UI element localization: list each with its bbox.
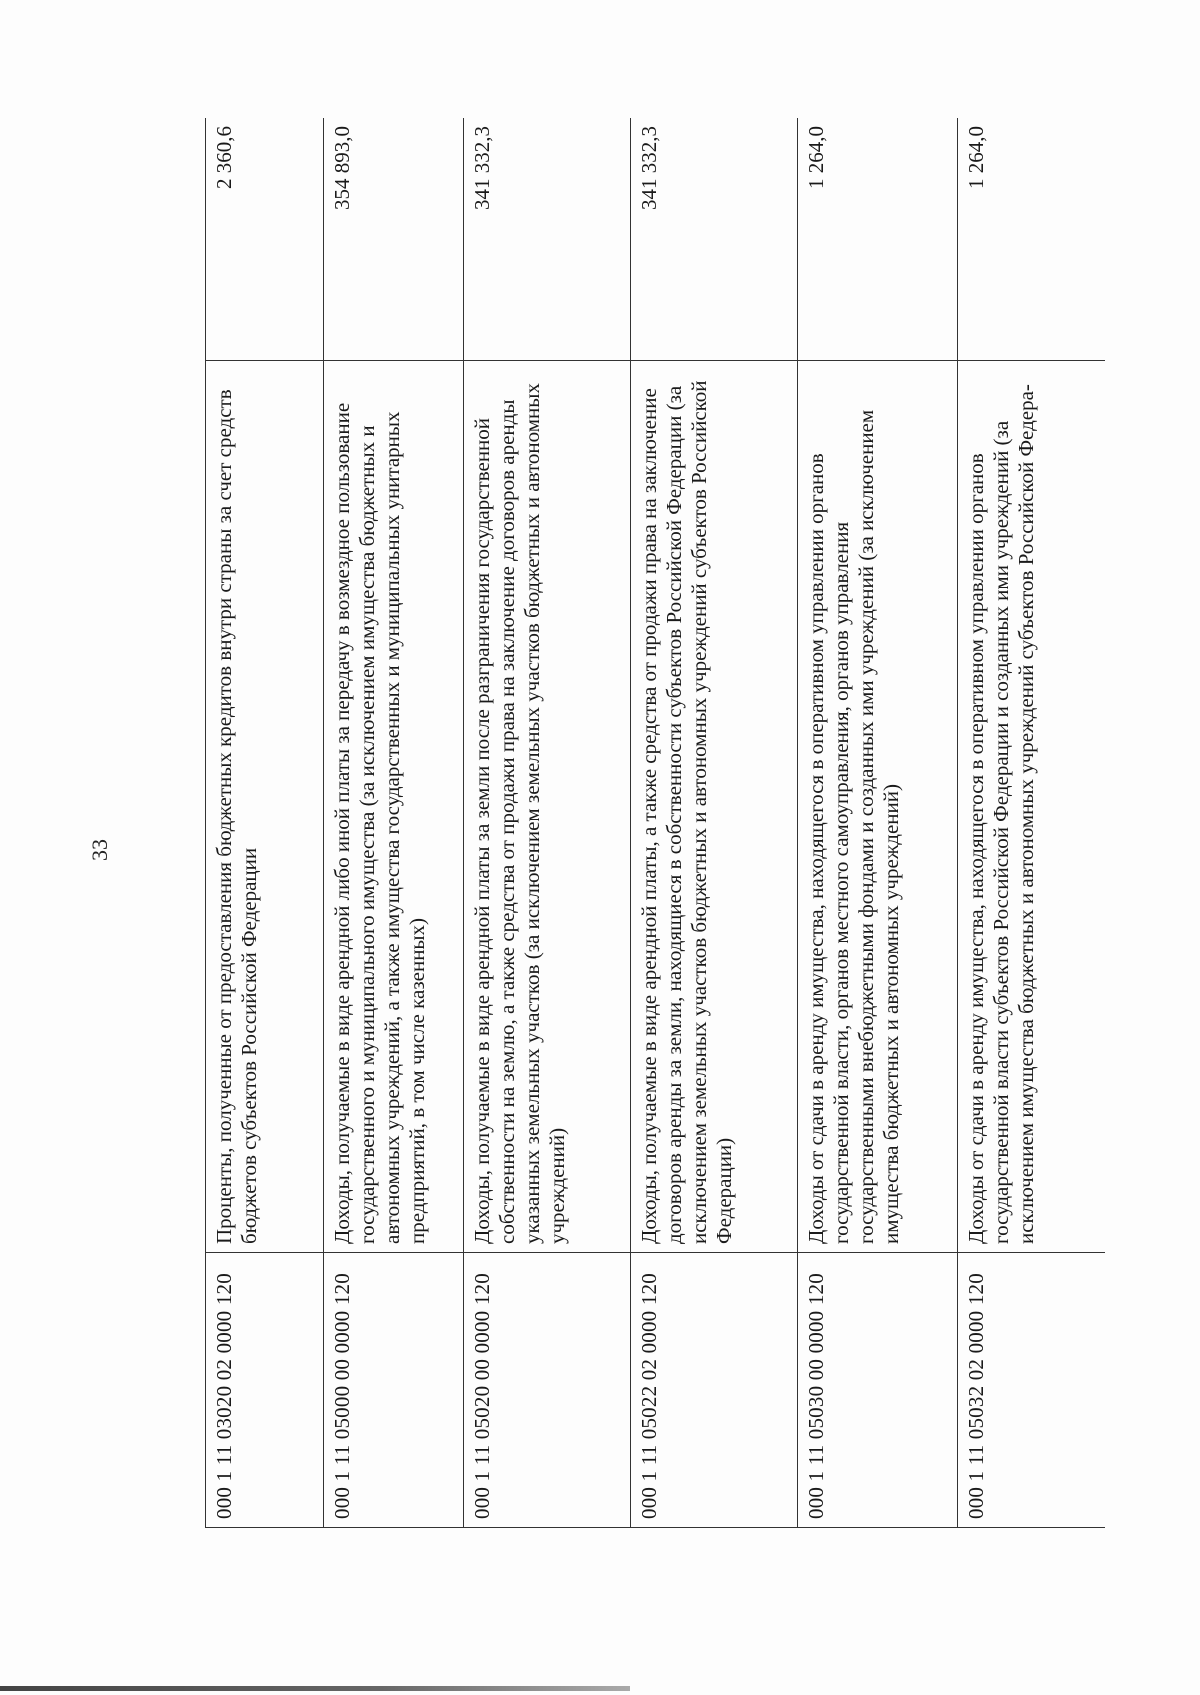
revenue-name-cell: Проценты, полученные от предоставления бюджетных кредитов внутри страны за счет средств бюджетов субъектов Российской Федерации — [206, 361, 324, 1253]
scan-edge-line — [0, 1686, 630, 1691]
amount-cell: 1 264,0 — [958, 118, 1106, 361]
table-row — [631, 118, 798, 1528]
rotated-table-area — [205, 118, 1105, 1528]
table-wrapper — [205, 118, 1105, 1528]
revenue-name-cell: Доходы, получаемые в виде арендной платы за земли после разграничения государственной собственности на землю, а также средства от продажи права на заключение договоров аренды указанных земельных участков (за исключением земельных участков бюджетных и автономных учреждений) — [464, 361, 631, 1253]
table-row — [464, 118, 631, 1528]
amount-cell: 2 360,6 — [206, 118, 324, 361]
amount-cell: 354 893,0 — [324, 118, 464, 361]
revenue-table — [205, 118, 1105, 1528]
budget-code-cell: 000 1 11 05020 00 0000 120 — [464, 1253, 631, 1528]
revenue-name-cell: Доходы от сдачи в аренду имущества, находящегося в оперативном управлении органов государственной власти субъектов Российской Федерации и созданных ими учреждений (за исключением имущества бюджетных и автономных учреждений субъектов Российской Федера- — [958, 361, 1106, 1253]
budget-code-cell: 000 1 11 05030 00 0000 120 — [798, 1253, 958, 1528]
revenue-name-cell: Доходы от сдачи в аренду имущества, находящегося в оперативном управлении органов государственной власти, органов местного самоуправления, органов управления государственными внебюджетными фондами и созданных ими учреждений (за исключением имущества бюджетных и автономных учреждений) — [798, 361, 958, 1253]
table-row — [206, 118, 324, 1528]
revenue-name-cell: Доходы, получаемые в виде арендной платы, а также средства от продажи права на заключение договоров аренды за земли, находящиеся в собственности субъектов Российской Федерации (за исключением земельных участков бюджетных и автономных учреждений субъектов Российской Федерации) — [631, 361, 798, 1253]
budget-code-cell: 000 1 11 05032 02 0000 120 — [958, 1253, 1106, 1528]
budget-code-cell: 000 1 11 05022 02 0000 120 — [631, 1253, 798, 1528]
amount-cell: 1 264,0 — [798, 118, 958, 361]
table-row — [798, 118, 958, 1528]
table-row — [324, 118, 464, 1528]
amount-cell: 341 332,3 — [631, 118, 798, 361]
page-number: 33 — [87, 839, 112, 861]
revenue-name-cell: Доходы, получаемые в виде арендной либо иной платы за передачу в возмездное пользование государственного и муниципального имущества (за исключением имущества бюджетных и автономных учреждений, а также имущества государственных и муниципальных унитарных предприятий, в том числе казенных) — [324, 361, 464, 1253]
table-row — [958, 118, 1106, 1528]
budget-code-cell: 000 1 11 05000 00 0000 120 — [324, 1253, 464, 1528]
amount-cell: 341 332,3 — [464, 118, 631, 361]
budget-code-cell: 000 1 11 03020 02 0000 120 — [206, 1253, 324, 1528]
